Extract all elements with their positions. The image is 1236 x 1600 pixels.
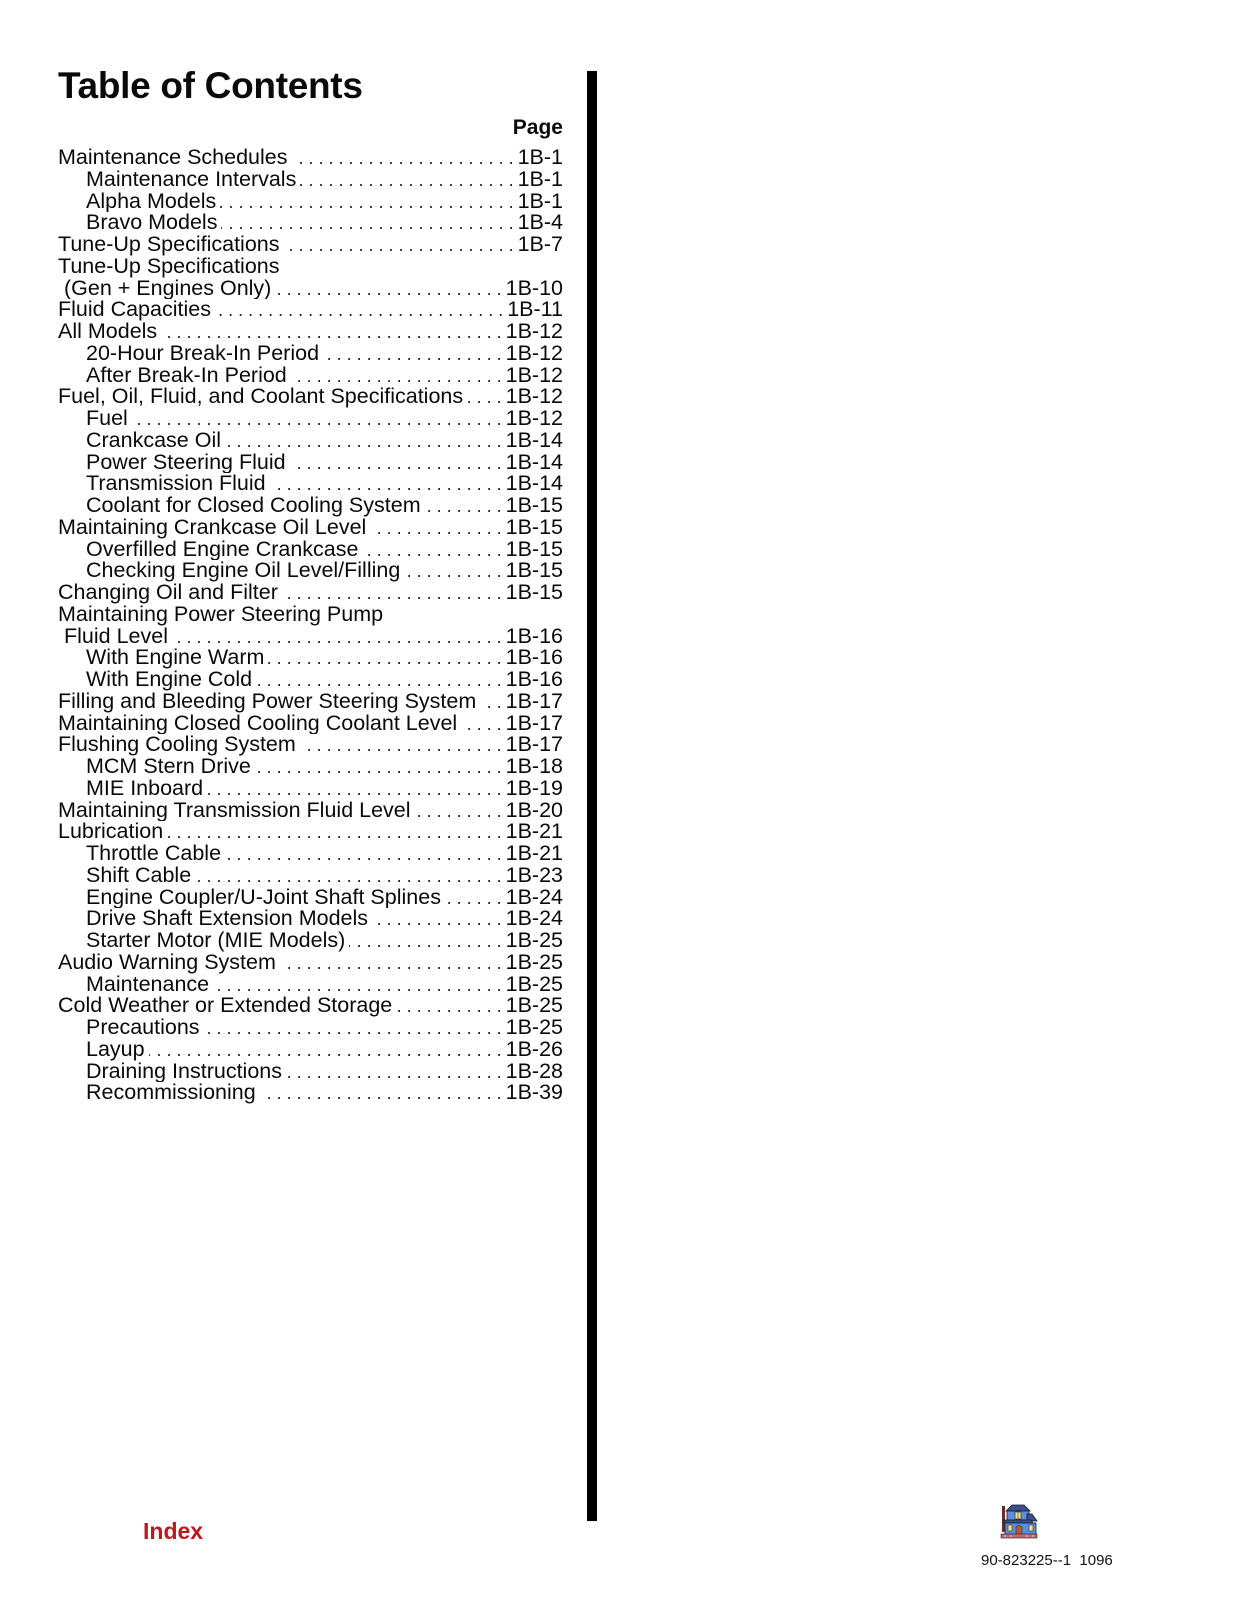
toc-entry-page: 1B-24: [505, 886, 563, 909]
toc-entry-page: 1B-16: [505, 625, 563, 648]
toc-entry-page: 1B-17: [505, 690, 563, 713]
toc-entry-page: 1B-15: [505, 560, 563, 582]
dot-leader: [225, 844, 502, 865]
toc-entry-label: Maintaining Power Steering Pump: [58, 603, 384, 626]
toc-entry-page: 1B-12: [505, 386, 563, 408]
toc-entry[interactable]: [58, 169, 563, 191]
toc-entry-label: Layup: [86, 1038, 145, 1061]
toc-entry-label: Shift Cable: [86, 864, 192, 887]
toc-entry-label: 20-Hour Break-In Period: [86, 342, 320, 365]
toc-entry[interactable]: [58, 887, 563, 909]
dot-leader: [260, 1083, 502, 1104]
toc-entry-page: 1B-23: [505, 864, 563, 887]
toc-entry-page: 1B-15: [505, 538, 563, 561]
toc-entry[interactable]: [58, 582, 563, 604]
toc-entry-label: Maintaining Closed Cooling Coolant Level: [58, 712, 458, 735]
dot-leader: [372, 909, 502, 930]
toc-entry-label: After Break-In Period: [86, 364, 287, 387]
toc-entry-label: Overfilled Engine Crankcase: [86, 538, 359, 561]
page-column-header: Page: [512, 116, 563, 139]
toc-entry-label: MCM Stern Drive: [86, 756, 251, 778]
toc-entry-label: Fuel: [86, 408, 128, 430]
dot-leader: [349, 931, 501, 952]
dot-leader: [300, 170, 513, 191]
toc-entry-page: 1B-1: [517, 190, 563, 213]
toc-entry-page: 1B-39: [505, 1082, 563, 1104]
toc-entry[interactable]: [58, 1061, 563, 1083]
vertical-divider: [587, 71, 597, 1521]
toc-entry-label: Audio Warning System: [58, 951, 276, 974]
toc-entry[interactable]: [58, 756, 563, 778]
dot-leader: [480, 692, 501, 713]
dot-leader: [323, 344, 502, 365]
dot-leader: [445, 888, 502, 909]
dot-leader: [290, 453, 502, 474]
toc-entry[interactable]: [58, 191, 563, 213]
dot-leader: [213, 975, 502, 996]
toc-entry[interactable]: [58, 604, 563, 626]
toc-entry-page: 1B-16: [505, 669, 563, 691]
dot-leader: [283, 235, 513, 256]
toc-entry-page: 1B-21: [505, 821, 563, 843]
toc-entry-page: 1B-15: [505, 582, 563, 604]
dot-leader: [268, 648, 501, 669]
toc-entry[interactable]: [58, 974, 563, 996]
toc-entry[interactable]: [58, 365, 563, 387]
toc-entry[interactable]: [58, 212, 563, 234]
toc-entry[interactable]: [58, 1017, 563, 1039]
toc-entry-label: Fluid Level: [64, 625, 168, 648]
toc-entry-label: Tune-Up Specifications: [58, 234, 280, 256]
toc-entry-page: 1B-14: [505, 429, 563, 452]
toc-entry-label: Throttle Cable: [86, 843, 222, 865]
toc-entry-label: Maintaining Crankcase Oil Level: [58, 516, 367, 539]
house-icon[interactable]: [1000, 1504, 1038, 1540]
toc-entry-label: Flushing Cooling System: [58, 734, 296, 756]
dot-leader: [161, 322, 501, 343]
dot-leader: [370, 518, 501, 539]
house-icon-graphic: [1000, 1504, 1038, 1540]
toc-entry-page: 1B-16: [505, 647, 563, 669]
toc-entry-label: Bravo Models: [86, 212, 218, 234]
toc-entry[interactable]: [58, 234, 563, 256]
toc-entry-page: 1B-20: [505, 799, 563, 822]
toc-entry-label: Engine Coupler/U-Joint Shaft Splines: [86, 886, 441, 909]
toc-entry-page: 1B-11: [507, 299, 563, 321]
toc-entry-label: Alpha Models: [86, 190, 217, 213]
dot-leader: [415, 801, 502, 822]
dot-leader: [149, 1040, 502, 1061]
toc-entry-page: 1B-12: [505, 321, 563, 343]
toc-entry-label: All Models: [58, 321, 158, 343]
dot-leader: [280, 953, 502, 974]
dot-leader: [255, 757, 502, 778]
table-of-contents: [58, 147, 563, 1104]
toc-entry[interactable]: [58, 147, 563, 169]
toc-entry-page: 1B-14: [505, 473, 563, 495]
toc-entry-label: Coolant for Closed Cooling System: [86, 495, 421, 517]
toc-entry-page: 1B-19: [505, 777, 563, 800]
toc-entry-page: 1B-14: [505, 451, 563, 474]
toc-entry-page: 1B-25: [505, 951, 563, 974]
toc-entry-page: 1B-28: [505, 1060, 563, 1083]
dot-leader: [300, 735, 502, 756]
toc-entry-page: 1B-25: [505, 930, 563, 952]
toc-entry-label: Recommissioning: [86, 1082, 256, 1104]
toc-entry-label: Drive Shaft Extension Models: [86, 908, 369, 930]
toc-entry-page: 1B-1: [517, 147, 563, 169]
toc-entry[interactable]: [58, 734, 563, 756]
dot-leader: [270, 474, 502, 495]
toc-entry-page: 1B-15: [505, 516, 563, 539]
toc-entry-page: 1B-4: [517, 212, 563, 234]
dot-leader: [291, 366, 502, 387]
toc-entry-label: Starter Motor (MIE Models): [86, 930, 346, 952]
toc-entry[interactable]: [58, 713, 563, 735]
toc-entry[interactable]: [58, 1039, 563, 1061]
toc-entry[interactable]: [58, 952, 563, 974]
toc-entry[interactable]: [58, 495, 563, 517]
toc-entry-page: 1B-17: [505, 712, 563, 735]
toc-entry[interactable]: [58, 908, 563, 930]
dot-leader: [425, 496, 502, 517]
dot-leader: [292, 148, 514, 169]
toc-entry[interactable]: [58, 778, 563, 800]
dot-leader: [167, 822, 501, 843]
toc-entry[interactable]: [58, 626, 563, 648]
toc-entry-page: 1B-18: [505, 756, 563, 778]
toc-entry-page: 1B-21: [505, 843, 563, 865]
toc-entry[interactable]: [58, 800, 563, 822]
toc-entry-page: 1B-12: [505, 342, 563, 365]
dot-leader: [286, 1062, 502, 1083]
toc-entry-label: Maintenance: [86, 973, 210, 996]
toc-entry-label: Draining Instructions: [86, 1060, 282, 1083]
page-title: Table of Contents: [58, 65, 363, 106]
dot-leader: [396, 996, 501, 1017]
toc-entry-label: Filling and Bleeding Power Steering System: [58, 690, 477, 713]
dot-leader: [132, 409, 502, 430]
dot-leader: [220, 192, 513, 213]
toc-entry[interactable]: [58, 343, 563, 365]
toc-entry[interactable]: [58, 452, 563, 474]
toc-entry-label: With Engine Cold: [86, 669, 253, 691]
toc-entry[interactable]: [58, 321, 563, 343]
toc-entry[interactable]: [58, 995, 563, 1017]
toc-entry-label: Checking Engine Oil Level/Filling: [86, 560, 401, 582]
toc-entry-page: 1B-1: [517, 168, 563, 191]
dot-leader: [461, 714, 501, 735]
toc-entry-page: 1B-24: [505, 908, 563, 930]
toc-entry-label: Maintaining Transmission Fluid Level: [58, 799, 411, 822]
document-number: 90-823225--1 1096: [981, 1552, 1113, 1569]
toc-entry-page: 1B-7: [517, 234, 563, 256]
toc-entry-label: Crankcase Oil: [86, 429, 222, 452]
toc-entry[interactable]: [58, 386, 563, 408]
toc-entry-page: 1B-25: [505, 973, 563, 996]
toc-entry-label: Tune-Up Specifications: [58, 255, 280, 278]
toc-entry-page: 1B-25: [505, 1017, 563, 1039]
toc-entry-label: Fluid Capacities: [58, 299, 211, 321]
dot-leader: [225, 431, 502, 452]
dot-leader: [275, 279, 501, 300]
toc-entry-page: 1B-12: [505, 364, 563, 387]
toc-entry-label: With Engine Warm: [86, 647, 265, 669]
toc-entry[interactable]: [58, 821, 563, 843]
toc-entry[interactable]: [58, 473, 563, 495]
dot-leader: [204, 1018, 502, 1039]
toc-entry-label: Fuel, Oil, Fluid, and Coolant Specifications: [58, 386, 464, 408]
toc-entry[interactable]: [58, 539, 563, 561]
toc-entry[interactable]: [58, 278, 563, 300]
toc-entry[interactable]: [58, 299, 563, 321]
toc-entry-label: Changing Oil and Filter: [58, 582, 278, 604]
toc-entry[interactable]: [58, 669, 563, 691]
dot-leader: [404, 561, 501, 582]
toc-entry[interactable]: [58, 843, 563, 865]
toc-entry[interactable]: [58, 865, 563, 887]
toc-entry-label: (Gen + Engines Only): [64, 277, 272, 300]
toc-entry-label: Transmission Fluid: [86, 473, 266, 495]
toc-entry[interactable]: [58, 691, 563, 713]
dot-leader: [221, 213, 513, 234]
toc-entry-page: 1B-15: [505, 495, 563, 517]
toc-entry[interactable]: [58, 930, 563, 952]
toc-entry[interactable]: [58, 256, 563, 278]
toc-entry-label: Maintenance Schedules: [58, 147, 288, 169]
toc-entry-page: 1B-17: [505, 734, 563, 756]
toc-entry[interactable]: [58, 408, 563, 430]
toc-entry-page: 1B-12: [505, 408, 563, 430]
index-link[interactable]: Index: [143, 1518, 204, 1544]
dot-leader: [282, 583, 502, 604]
toc-entry-label: MIE Inboard: [86, 777, 204, 800]
toc-entry-label: Power Steering Fluid: [86, 451, 286, 474]
dot-leader: [195, 866, 501, 887]
toc-entry[interactable]: [58, 430, 563, 452]
toc-entry[interactable]: [58, 517, 563, 539]
dot-leader: [207, 779, 502, 800]
dot-leader: [256, 670, 502, 691]
dot-leader: [467, 387, 502, 408]
toc-entry-label: Lubrication: [58, 821, 164, 843]
toc-entry-page: 1B-25: [505, 995, 563, 1017]
toc-entry-label: Maintenance Intervals: [86, 168, 297, 191]
toc-entry-label: Cold Weather or Extended Storage: [58, 995, 393, 1017]
toc-entry[interactable]: [58, 647, 563, 669]
toc-entry[interactable]: [58, 560, 563, 582]
toc-entry-page: 1B-26: [505, 1038, 563, 1061]
dot-leader: [362, 540, 501, 561]
toc-entry-label: Precautions: [86, 1017, 200, 1039]
toc-entry-page: 1B-10: [505, 277, 563, 300]
toc-entry[interactable]: [58, 1082, 563, 1104]
dot-leader: [172, 627, 502, 648]
dot-leader: [215, 300, 503, 321]
